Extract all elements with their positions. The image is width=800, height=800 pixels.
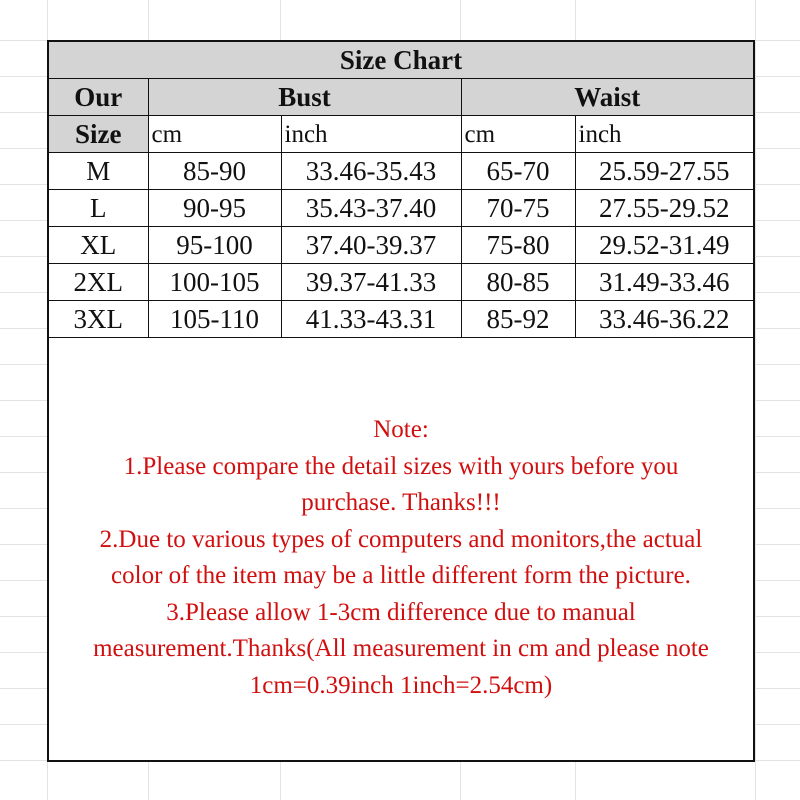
bust-cm-cell: 100-105 bbox=[148, 264, 281, 301]
bust-header: Bust bbox=[148, 79, 461, 116]
group-header-row bbox=[49, 79, 753, 116]
unit-header-row bbox=[49, 116, 753, 153]
title-row bbox=[49, 42, 753, 79]
note-line: 1.Please compare the detail sizes with yours before you bbox=[123, 452, 679, 480]
bust-cm-cell: 90-95 bbox=[148, 190, 281, 227]
bust-cm-header: cm bbox=[148, 116, 281, 153]
bust-inch-cell: 41.33-43.31 bbox=[281, 301, 461, 338]
note-line: 1cm=0.39inch 1inch=2.54cm) bbox=[249, 671, 553, 699]
waist-inch-cell: 27.55-29.52 bbox=[575, 190, 753, 227]
waist-inch-cell: 29.52-31.49 bbox=[575, 227, 753, 264]
waist-inch-header: inch bbox=[575, 116, 753, 153]
bust-inch-cell: 39.37-41.33 bbox=[281, 264, 461, 301]
waist-inch-cell: 33.46-36.22 bbox=[575, 301, 753, 338]
our-size-header-line2: Size bbox=[49, 116, 148, 153]
bust-cm-cell: 105-110 bbox=[148, 301, 281, 338]
waist-cm-cell: 75-80 bbox=[461, 227, 575, 264]
note-line: 2.Due to various types of computers and monitors,the actual bbox=[99, 525, 703, 553]
waist-cm-header: cm bbox=[461, 116, 575, 153]
our-size-header-line1: Our bbox=[49, 79, 148, 116]
size-cell: M bbox=[49, 153, 148, 190]
waist-inch-cell: 25.59-27.55 bbox=[575, 153, 753, 190]
table-row bbox=[49, 227, 753, 264]
table-row bbox=[49, 153, 753, 190]
note-line: 3.Please allow 1-3cm difference due to manual bbox=[166, 598, 636, 626]
waist-inch-cell: 31.49-33.46 bbox=[575, 264, 753, 301]
table-row bbox=[49, 190, 753, 227]
note-line: purchase. Thanks!!! bbox=[301, 489, 501, 516]
waist-cm-cell: 80-85 bbox=[461, 264, 575, 301]
table-row bbox=[49, 301, 753, 338]
bust-cm-cell: 85-90 bbox=[148, 153, 281, 190]
waist-cm-cell: 85-92 bbox=[461, 301, 575, 338]
waist-cm-cell: 70-75 bbox=[461, 190, 575, 227]
size-chart-table bbox=[49, 42, 753, 338]
size-cell: L bbox=[49, 190, 148, 227]
bust-inch-cell: 35.43-37.40 bbox=[281, 190, 461, 227]
bust-cm-cell: 95-100 bbox=[148, 227, 281, 264]
chart-title: Size Chart bbox=[49, 42, 753, 79]
note-line: color of the item may be a little different form the picture. bbox=[111, 562, 691, 589]
table-row bbox=[49, 264, 753, 301]
size-cell: XL bbox=[49, 227, 148, 264]
bust-inch-cell: 33.46-35.43 bbox=[281, 153, 461, 190]
note-block bbox=[49, 412, 753, 704]
note-heading: Note: bbox=[373, 416, 429, 443]
bust-inch-cell: 37.40-39.37 bbox=[281, 227, 461, 264]
note-line: measurement.Thanks(All measurement in cm and please note bbox=[93, 635, 709, 662]
bust-inch-header: inch bbox=[281, 116, 461, 153]
waist-header: Waist bbox=[461, 79, 753, 116]
size-chart-frame bbox=[47, 40, 755, 762]
size-cell: 3XL bbox=[49, 301, 148, 338]
size-cell: 2XL bbox=[49, 264, 148, 301]
waist-cm-cell: 65-70 bbox=[461, 153, 575, 190]
